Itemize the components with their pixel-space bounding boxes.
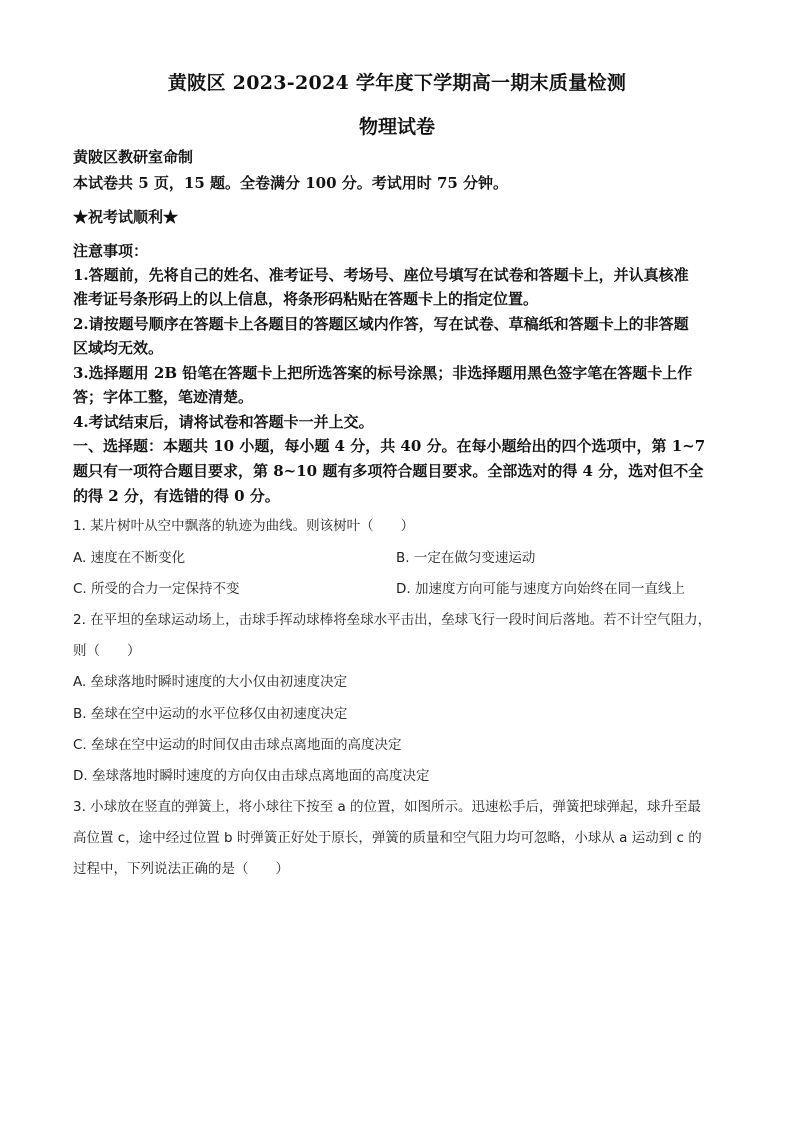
summary-line: 本试卷共 5 页，15 题。全卷满分 100 分。考试用时 75 分钟。 — [73, 174, 509, 192]
question-2-stem: 则（ ） — [73, 643, 141, 659]
question-2-option-d: D. 垒球落地时瞬时速度的方向仅由击球点离地面的高度决定 — [73, 768, 430, 784]
author-line: 黄陂区教研室命制 — [73, 148, 194, 166]
wish-line: ★祝考试顺利★ — [73, 208, 179, 226]
question-1-option-c: C. 所受的合力一定保持不变 — [73, 581, 240, 597]
notice-line: 区域均无效。 — [73, 339, 164, 357]
question-1-stem: 1. 某片树叶从空中飘落的轨迹为曲线。则该树叶（ ） — [73, 518, 415, 534]
question-3-stem: 过程中，下列说法正确的是（ ） — [73, 861, 289, 877]
notice-line: 准考证号条形码上的以上信息，将条形码粘贴在答题卡上的指定位置。 — [73, 290, 539, 308]
question-2-stem: 2. 在平坦的垒球运动场上，击球手挥动球棒将垒球水平击出，垒球飞行一段时间后落地。若不计空气阻力， — [73, 612, 712, 628]
question-3-stem: 3. 小球放在竖直的弹簧上，将小球往下按至 a 的位置，如图所示。迅速松手后，弹簧把球弹起，球升至最 — [73, 799, 702, 815]
question-1-option-d: D. 加速度方向可能与速度方向始终在同一直线上 — [396, 581, 685, 597]
notice-line: 答；字体工整，笔迹清楚。 — [73, 388, 254, 406]
page-title: 黄陂区 2023-2024 学年度下学期高一期末质量检测 — [167, 72, 627, 94]
question-2-option-b: B. 垒球在空中运动的水平位移仅由初速度决定 — [73, 706, 348, 722]
question-1-option-a: A. 速度在不断变化 — [73, 550, 186, 566]
question-2-option-c: C. 垒球在空中运动的时间仅由击球点离地面的高度决定 — [73, 737, 402, 753]
question-3-stem: 高位置 c，途中经过位置 b 时弹簧正好处于原长，弹簧的质量和空气阻力均可忽略，小球从 a 运动到 c 的 — [73, 830, 702, 846]
page-subtitle: 物理试卷 — [358, 116, 435, 138]
section-instruction: 一、选择题：本题共 10 小题，每小题 4 分，共 40 分。在每小题给出的四个选项中，第 1~7 — [73, 437, 706, 455]
notice-line: 3.选择题用 2B 铅笔在答题卡上把所选答案的标号涂黑；非选择题用黑色签字笔在答题卡上作 — [73, 364, 693, 382]
section-instruction: 题只有一项符合题目要求，第 8~10 题有多项符合题目要求。全部选对的得 4 分，选对但不全 — [73, 462, 704, 480]
notice-line: 1.答题前，先将自己的姓名、准考证号、考场号、座位号填写在试卷和答题卡上，并认真核准 — [73, 266, 689, 284]
question-1-option-b: B. 一定在做匀变速运动 — [396, 550, 536, 566]
notice-line: 2.请按题号顺序在答题卡上各题目的答题区域内作答，写在试卷、草稿纸和答题卡上的非答题 — [73, 315, 689, 333]
notice-heading: 注意事项： — [73, 242, 149, 260]
notice-line: 4.考试结束后，请将试卷和答题卡一并上交。 — [73, 413, 374, 431]
section-instruction: 的得 2 分，有选错的得 0 分。 — [73, 487, 280, 505]
question-2-option-a: A. 垒球落地时瞬时速度的大小仅由初速度决定 — [73, 674, 348, 690]
